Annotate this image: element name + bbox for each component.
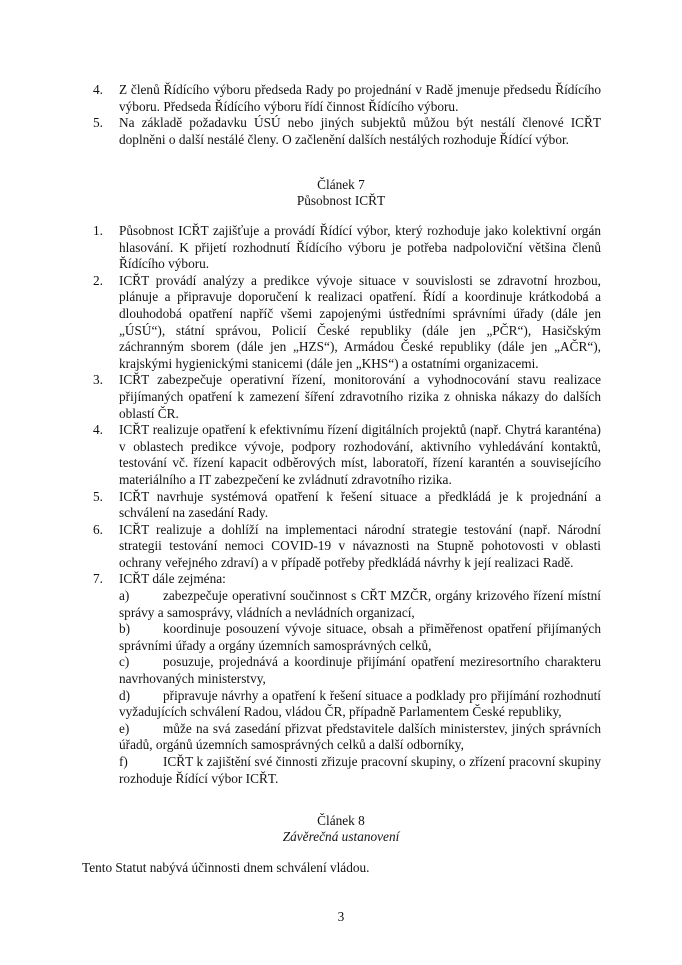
item-number: 5. bbox=[93, 488, 103, 504]
item-text: Na základě požadavku ÚSÚ nebo jiných subjektů můžou být nestálí členové ICŘT doplněni o další nestálé členy. O začlenění dalších nestálých rozhoduje Řídící výbor. bbox=[119, 115, 601, 147]
item-text: ICŘT zabezpečuje operativní řízení, monitorování a vyhodnocování stavu realizace přijímaných opatření k zamezení šíření zdravotního rizika z ohniska nákazy do dalších oblastí ČR. bbox=[119, 372, 601, 421]
sub-item-b bbox=[119, 621, 601, 654]
sub-item-f bbox=[119, 754, 601, 787]
item-text: ICŘT dále zejména: bbox=[119, 571, 226, 587]
article-8-subtitle: Závěrečná ustanovení bbox=[282, 829, 400, 844]
sub-item-c bbox=[119, 654, 601, 687]
sub-item-letter: c) bbox=[119, 654, 130, 670]
item-number: 6. bbox=[93, 521, 103, 537]
item-text: ICŘT provádí analýzy a predikce vývoje situace v souvislosti se zdravotní hrozbou, plánuje a připravuje doporučení k realizaci opatření. Řídí a koordinuje krátkodobá a dlouhodobá opatření napříč všemi zapojenými ústředními správními úřady (dále jen „ÚSÚ“), státní správou, Policií České republiky (dále jen „PČR“), Hasičským záchranným sborem (dále jen „HZS“), Armádou České republiky (dále jen „AČR“), krajskými hygienickými stanicemi (dále jen „KHS“) a ostatními organizacemi. bbox=[119, 272, 601, 371]
page-number: 3 bbox=[337, 909, 345, 924]
sub-item-text: zabezpečuje operativní součinnost s CŘT MZČR, orgány krizového řízení místní správy a samosprávy, vládních a nevládních organizací, bbox=[119, 588, 601, 620]
sub-item-text: může na svá zasedání přizvat představitele dalších ministerstev, jiných správních úřadů, orgánů územních samosprávných celků a další odborníky, bbox=[119, 720, 601, 753]
list-item bbox=[93, 422, 601, 488]
sub-item-text: posuzuje, projednává a koordinuje přijímání opatření meziresortního charakteru navrhovaných ministerstvy, bbox=[119, 654, 601, 687]
sub-item-text: připravuje návrhy a opatření k řešení situace a podklady pro přijímání rozhodnutí vyžadujících schválení Radou, vládou ČR, případně Parlamentem České republiky, bbox=[119, 687, 601, 720]
list-item bbox=[93, 521, 601, 572]
item-text: Z členů Řídícího výboru předseda Rady po projednání v Radě jmenuje předsedu Řídícího výboru. Předseda Řídícího výboru řídí činnost Řídícího výboru. bbox=[119, 82, 601, 114]
sub-item-letter: b) bbox=[119, 621, 131, 637]
item-number: 1. bbox=[93, 223, 103, 238]
list-item bbox=[93, 223, 601, 273]
item-number: 2. bbox=[93, 272, 103, 288]
item-number: 3. bbox=[93, 372, 103, 388]
closing-statement: Tento Statut nabývá účinnosti dnem schválení vládou. bbox=[82, 860, 370, 875]
top-list bbox=[93, 82, 601, 148]
item-text: ICŘT realizuje opatření k efektivnímu řízení digitálních projektů (např. Chytrá karanténa) v oblastech predikce vývoje, podpory rozhodování, aktivního vyhledávání kontaktů, testování vč. řízení kapacit odběrových míst, laboratoří, řízení karantén a souvisejícího materiálního a IT zabezpečení ke zvládnutí zdravotního rizika. bbox=[119, 422, 601, 487]
item-number: 4. bbox=[93, 82, 103, 97]
list-item bbox=[93, 571, 601, 588]
item-number: 7. bbox=[93, 571, 103, 587]
sub-item-letter: e) bbox=[119, 720, 130, 736]
sub-item-e bbox=[119, 721, 601, 754]
article-7-title: Článek 7 bbox=[317, 177, 365, 192]
list-item-5 bbox=[93, 115, 601, 148]
sub-item-letter: a) bbox=[119, 588, 130, 604]
item-text: Působnost ICŘT zajišťuje a provádí Řídící výbor, který rozhoduje jako kolektivní orgán hlasování. K přijetí rozhodnutí Řídícího výboru je potřeba nadpoloviční většina členů Řídícího výboru. bbox=[119, 223, 601, 272]
item-number: 5. bbox=[93, 115, 103, 131]
list-item bbox=[93, 272, 601, 373]
sub-item-text: ICŘT k zajištění své činnosti zřizuje pracovní skupiny, o zřízení pracovní skupiny rozhoduje Řídící výbor ICŘT. bbox=[119, 754, 601, 786]
article-7-subtitle: Působnost ICŘT bbox=[296, 193, 386, 208]
sub-item-letter: f) bbox=[119, 754, 128, 769]
list-item bbox=[93, 488, 601, 522]
list-item-4 bbox=[93, 82, 601, 115]
item-text: ICŘT navrhuje systémová opatření k řešení situace a předkládá je k projednání a schválení na zasedání Rady. bbox=[119, 488, 601, 521]
article-7-list bbox=[93, 223, 601, 787]
list-item bbox=[93, 372, 601, 422]
sub-item-a bbox=[119, 588, 601, 621]
sub-item-letter: d) bbox=[119, 687, 131, 703]
item-text: ICŘT realizuje a dohlíží na implementaci národní strategie testování (např. Národní strategii testování nemoci COVID-19 v návaznosti na Stupně pohotovosti v oblasti ochrany veřejného zdraví) a v případě potřeby předkládá návrhy k její realizaci Radě. bbox=[119, 521, 601, 570]
sub-item-text: koordinuje posouzení vývoje situace, obsah a přiměřenost opatření přijímaných správními úřady a orgány územních samosprávných celků, bbox=[119, 621, 601, 653]
sub-item-d bbox=[119, 688, 601, 721]
article-8-title: Článek 8 bbox=[317, 813, 365, 828]
item-number: 4. bbox=[93, 422, 103, 438]
